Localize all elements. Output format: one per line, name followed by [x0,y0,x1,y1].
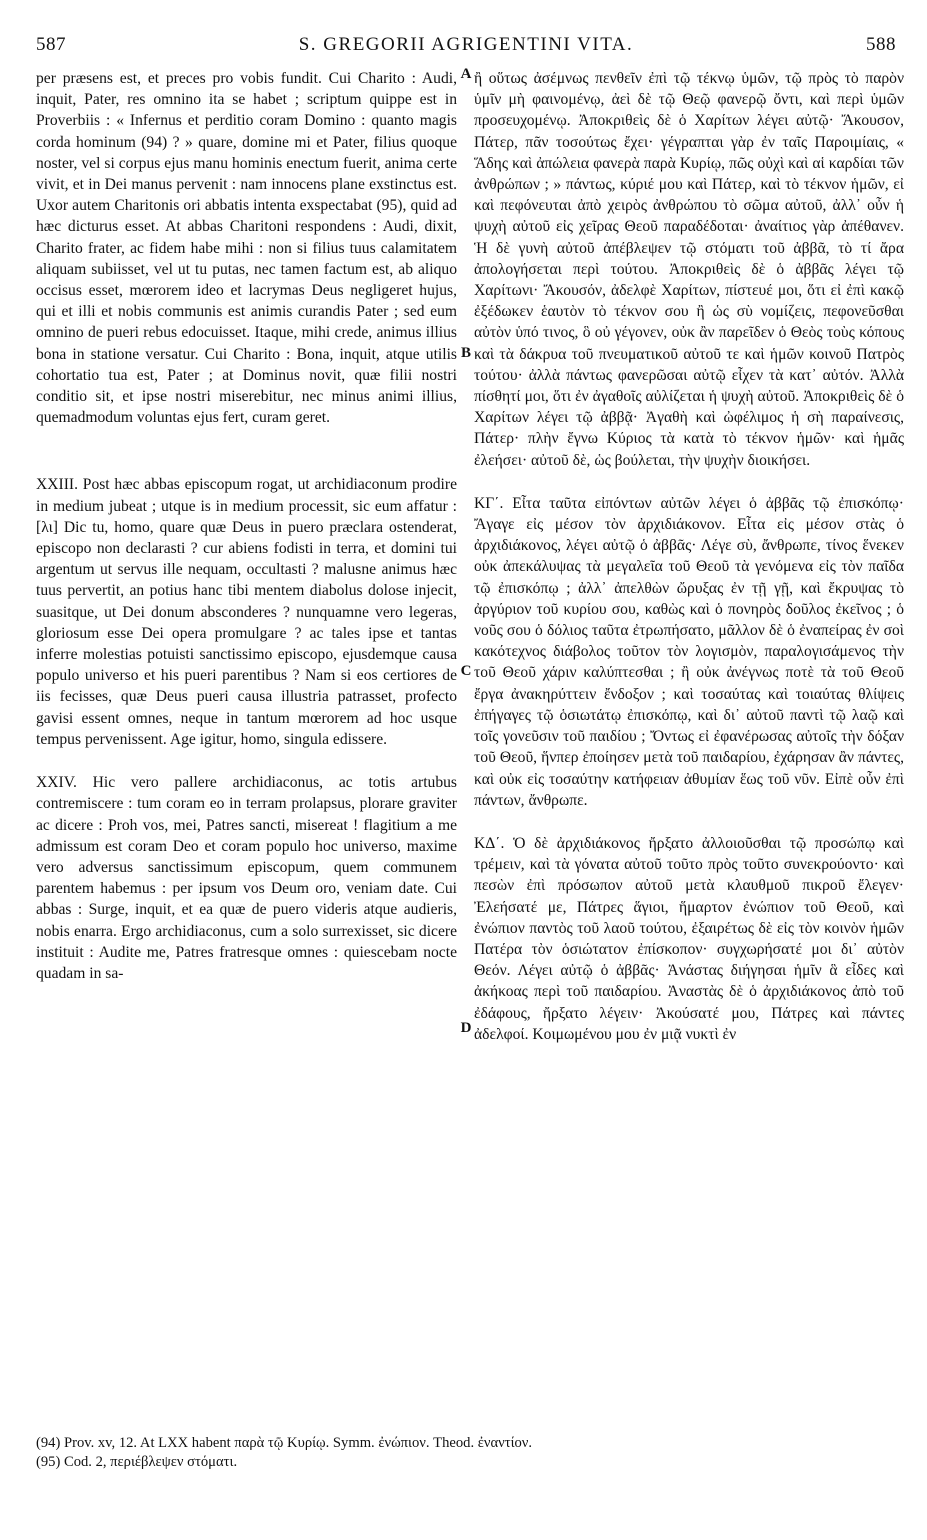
latin-section-xxiv: XXIV. Hic vero pallere archidiaconus, ac totis artubus contremiscere : tum coram eo in terram prolapsus, plorare graviter ac dicere : Proh vos, mei, Patres sancti, misereat ! flagitium a me admissum est coram Deo et coram populo hoc universo, maxime vero adversus sanctissimum episcopum, quem communem parentem habemus : per ipsum vos Deum oro, veniam date. Cui abbas : Surge, inquit, et ea quæ de puero videris atque audieris, nobis enarra. Ergo archidiaconus, cum a solo surrexisset, sic dicere instituit : Audite me, Patres fratresque omnes : quiescebam nocte quadam in sa- [36,774,457,982]
margin-marker-b: B [460,345,471,361]
greek-paragraph-1: ἢ οὕτως ἀσέμνως πενθεῖν ἐπὶ τῷ τέκνῳ ὑμῶν, τῷ πρὸς τὸ παρὸν ὑμῖν μὴ φαινομένῳ, ἀεὶ δὲ τῷ Θεῷ φανερῷ ὄντι, καὶ περὶ ὑμῶν προσευχομένῳ. Ἀποκριθεὶς δὲ ὁ Χαρίτων λέγει αὐτῷ· Ἄκουσον, Πάτερ, πᾶν τοσούτως ἔχει· γέγραπται γὰρ ἐν ταῖς Παροιμίαις, « Ἅδης καὶ ἀπώλεια φανερὰ παρὰ Κυρίῳ, πῶς οὐχὶ καὶ αἱ καρδίαι τῶν ἀνθρώπων ; » πάντως, κύριέ μου καὶ Πάτερ, καὶ τὸ τέκνον ἡμῶν, εἰ καὶ πεφόνευται ἀπὸ χειρὸς ἀνθρώπου τὸ σῶμα αὐτοῦ, ἀλλ᾽ οὖν ἡ ψυχὴ αὐτοῦ εἰς χεῖρας Θεοῦ παραδέδοται· ἀναίτιος γὰρ ἀπέθανεν. Ἡ δὲ γυνὴ αὐτοῦ ἀπέβλεψεν τῷ στόματι τοῦ ἀββᾶ, τὸ τί ἄρα ἀπολογήσεται περὶ τούτου. Ἀποκριθεὶς δὲ ὁ ἀββᾶς λέγει τῷ Χαρίτωνι· Ἄκουσόν, ἀδελφὲ Χαρίτων, πίστευέ μοι, ὅτι εἰ ἐπὶ κακῷ ἐξέδωκεν ἑαυτὸν τὸ τέκνον σου ἢ ὡς σὺ νομίζεις, πεφονεῦσθαι αὐτὸν ὑπό τινος, ὃ οὐ γέγονεν, οὐκ ἂν παρεῖδεν ὁ Θεὸς τοὺς κόπους καὶ τὰ δάκρυα τοῦ πνευματικοῦ αὐτοῦ τε καὶ ἡμῶν κοινοῦ Πατρὸς τούτου· ἀλλὰ πάντως φανερῶσαι αὐτῷ εἶχεν τὰ κατ᾽ αὐτόν. Ἀλλὰ πίσθητί μοι, ὅτι ἐν ἀγαθοῖς αὐλίζεται ἡ ψυχὴ αὐτοῦ. Ἀποκριθεὶς δὲ ὁ Χαρίτων λέγει τῷ ἀββᾷ· Ἀγαθὴ καὶ ὠφέλιμος ἡ σὴ παραίνεσις, Πάτερ· πλὴν ἔγνω Κύριος τὰ κατὰ τὸ τέκνον ἡμῶν· καὶ ἡμᾶς ἐλεήσει· αὐτοῦ δὲ, ὡς βούλεται, τὴν ψυχὴν διοικήσει. [474,70,904,469]
page-number-left: 587 [36,34,66,55]
footnotes [36,1434,896,1472]
footnote-94: (94) Prov. xv, 12. At LXX habent παρὰ τῷ Κυρίῳ. Symm. ἐνώπιον. Theod. ἐναντίον. [36,1435,533,1451]
running-title: S. GREGORII AGRIGENTINI VITA. [298,34,634,55]
running-header [36,34,896,60]
greek-section-kg: ΚΓ΄. Εἶτα ταῦτα εἰπόντων αὐτῶν λέγει ὁ ἀββᾶς τῷ ἐπισκόπῳ· Ἄγαγε εἰς μέσον τὸν ἀρχιδιάκονον. Εἶτα εἰς μέσον στὰς ὁ ἀρχιδιάκονος, λέγει αὐτῷ ὁ ἀββᾶς· Λέγε σὺ, ἄνθρωπε, τίνος ἕνεκεν οὐκ ἀπεκάλυψας τὰ μεγαλεῖα τοῦ Θεοῦ τὰ γενόμενα εἰς τὸν παῖδα τῷ ἐπισκόπῳ ; ἀλλ᾽ ἀπελθὼν ὤρυξας ἐν τῇ γῇ, καὶ ἔκρυψας τὸ ἀργύριον τοῦ κυρίου σου, καθὼς καὶ ὁ πονηρὸς δοῦλος ἐκεῖνος ; ὁ νοῦς σου ὁ δόλιος ταῦτα ἐτρωπήσατο, μᾶλλον δὲ ὁ ἐναπείρας ἐν σοὶ κακότεχνος διάβολος τοῦτον τὸν λογισμὸν, παραλογισάμενος τὴν τοῦ Θεοῦ χάριν καλύπτεσθαι ; ἢ οὐκ ἀνέγνως ποτὲ τὰ τοῦ Θεοῦ ἔργα ἀνακηρύττειν ἔνδοξον ; καὶ τοσαύτας καὶ τοιαύτας θλίψεις ἐπήγαγες τῷ ὁσιωτάτῳ ἐπισκόπῳ, καὶ δι᾽ αὐτοῦ παντὶ τῷ λαῷ καὶ τοῖς γονεῦσιν τοῦ παιδίου ; Ὄντως εἰ ἐφανέρωσας αὐτοῖς τὴν δόξαν τοῦ Θεοῦ, ἥνπερ ἐποίησεν μετὰ τοῦ παιδαρίου, ἐχάρησαν ἂν πάντες, καὶ οὐκ εἰς τοσαύτην κατήφειαν ἀθυμίαν ἕως τοῦ νῦν. Εἰπὲ οὖν ἐπὶ πάντων, ἄνθρωπε. [474,494,904,809]
latin-paragraph-1: per præsens est, et preces pro vobis fundit. Cui Charito : Audi, inquit, Pater, res omnino ita se habet ; scriptum quippe est in Proverbiis : « Infernus et perditio coram Domino : quanto magis corda hominum (94) ? » quare, domine mi et Pater, filius quoque noster, vel si corpus ejus manu hominis enectum fuerit, anima certe vivit, et in Dei manus pervenit : nam innocens plane exstinctus est. Uxor autem Charitonis ori abbatis intenta exspectabat (95), quid ad hæc dicturus esset. At abbas Charitoni respondens : Audi, dixit, Charito frater, ac fidem habe mihi : non si filius tuus calamitatem aliquam subiisset, vel ut tu putas, nec tamen factum est, ab aliquo occisus esset, mœrorem ideo et lacrymas Deus negligeret hujus, qui et illi et nobis communis est animis curandis Pater ; sed eum omnino de pueri rebus edocuisset. Itaque, mihi crede, animus illius bona in statione versatur. Cui Charito : Bona, inquit, atque utilis cohortatio tua est, Pater ; at Dominus novit, quæ filii nostri conditio sit, et ipse nostri miserebitur, nec minus animi illius, quemadmodum voluntas ejus fert, curam geret. [36,70,457,427]
margin-marker-a: A [460,66,472,82]
footnote-95: (95) Cod. 2, περιέβλεψεν στόματι. [36,1454,238,1470]
latin-section-xxiii: XXIII. Post hæc abbas episcopum rogat, ut archidiaconum prodire in medium jubeat ; utque is in medium processit, sic eum affatur : [λι] Dic tu, homo, quare quæ Deus in puero præclara ostenderat, episcopo non declarasti ? cur abiens fodisti in terra, et domini tui argentum ut servus ille nequam, occultasti ? malusne animus hæc tuus pervertit, an potius hanc tibi mentem diabolus dolose injecit, suasitque, ut Dei donum absconderes ? nunquamne vero legeras, gloriosum esse Dei opera promulgare ? ac tales ipse et tantas inferre molestias potuisti sanctissimo episcopo, ejusdemque causa populo universo et his pueri parentibus ? Nam si eos certiores de iis fecisses, quæ Deus pueri causa illustria patrasset, profecto gavisi essent omnes, neque in tantum mœrorem ad hoc usque tempus pervenissent. Age igitur, homo, singula edissere. [36,476,457,748]
page-number-right: 588 [866,34,896,55]
greek-column [474,68,904,1045]
greek-section-kd: ΚΔ΄. Ὁ δὲ ἀρχιδιάκονος ἤρξατο ἀλλοιοῦσθαι τῷ προσώπῳ καὶ τρέμειν, καὶ τὰ γόνατα αὐτοῦ τοῦτο πρὸς τοῦτο συνεκρούοντο· καὶ πεσὼν ἐπὶ πρόσωπον αὐτοῦ μετὰ κλαυθμοῦ πικροῦ ἔλεγεν· Ἐλεήσατέ με, Πάτρες ἅγιοι, ἥμαρτον ἐνώπιον τοῦ Θεοῦ, καὶ ἐνώπιον παντὸς τοῦ λαοῦ τούτου, ἐξαιρέτως δὲ εἰς τὸν κοινὸν ἡμῶν Πατέρα τὸν ὁσιώτατον ἐπίσκοπον· συγχωρήσατέ μοι δι᾽ αὐτὸν Θεόν. Λέγει αὐτῷ ὁ ἀββᾶς· Ἀνάστας διήγησαι ἡμῖν ἃ εἶδες καὶ ἀκήκοας περὶ τοῦ παιδαρίου. Ἀναστὰς δὲ ὁ ἀρχιδιάκονος ἀπὸ τοῦ ἐδάφους, ἤρξατο λέγειν· Ἀκούσατέ μου, Πάτρες καὶ πάντες ἀδελφοί. Κοιμωμένου μου ἐν μιᾷ νυκτὶ ἐν [474,834,904,1043]
latin-column [36,68,457,984]
margin-marker-d: D [460,1020,472,1036]
margin-marker-c: C [460,663,472,679]
